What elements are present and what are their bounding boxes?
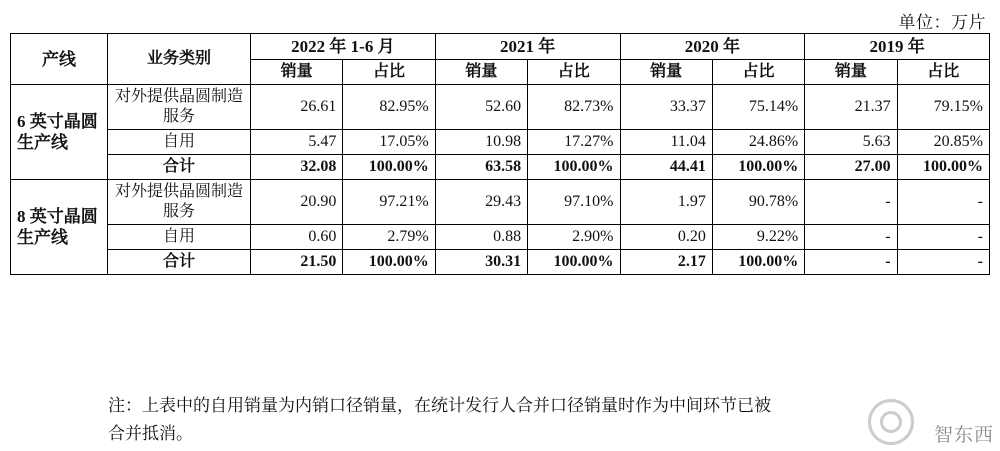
header-period-2019: 2019 年 [805, 34, 990, 60]
cell-6inch-external-2019-share: 79.15% [897, 85, 989, 130]
footnote-line-2: 合并抵消。 [108, 424, 193, 444]
cell-6inch-internal-2021-volume: 10.98 [435, 130, 527, 155]
table-row [11, 85, 990, 130]
cell-6inch-total-2021-share: 100.00% [528, 155, 620, 180]
unit-note: 单位：万片 [898, 13, 986, 32]
table-footnote [108, 392, 898, 448]
row-type-total-8inch: 合计 [108, 250, 251, 275]
header-period-2022h1: 2022 年 1-6 月 [251, 34, 436, 60]
cell-8inch-total-2019-volume: - [805, 250, 897, 275]
row-type-internal-8inch: 自用 [108, 225, 251, 250]
cell-6inch-internal-2021-share: 17.27% [528, 130, 620, 155]
cell-6inch-external-2021-volume: 52.60 [435, 85, 527, 130]
cell-6inch-internal-2019-volume: 5.63 [805, 130, 897, 155]
table-body [11, 85, 990, 275]
table-row [11, 250, 990, 275]
header-2020-volume: 销量 [620, 60, 712, 85]
row-type-external-8inch: 对外提供晶圆制造服务 [108, 180, 251, 225]
header-2021-volume: 销量 [435, 60, 527, 85]
cell-8inch-total-2021-share: 100.00% [528, 250, 620, 275]
row-type-total-6inch: 合计 [108, 155, 251, 180]
cell-8inch-external-2019-volume: - [805, 180, 897, 225]
cell-6inch-external-2020-volume: 33.37 [620, 85, 712, 130]
cell-8inch-internal-2019-volume: - [805, 225, 897, 250]
sales-volume-table [10, 33, 990, 275]
header-2020-share: 占比 [712, 60, 804, 85]
header-row-periods [11, 34, 990, 60]
cell-8inch-internal-2021-share: 2.90% [528, 225, 620, 250]
cell-6inch-internal-2020-share: 24.86% [712, 130, 804, 155]
cell-6inch-internal-2022h1-volume: 5.47 [251, 130, 343, 155]
cell-8inch-external-2022h1-share: 97.21% [343, 180, 435, 225]
header-2019-share: 占比 [897, 60, 989, 85]
cell-8inch-external-2019-share: - [897, 180, 989, 225]
cell-8inch-total-2020-share: 100.00% [712, 250, 804, 275]
footnote-line-1: 注：上表中的自用销量为内销口径销量，在统计发行人合并口径销量时作为中间环节已被 [108, 396, 771, 415]
cell-6inch-external-2021-share: 82.73% [528, 85, 620, 130]
cell-6inch-internal-2022h1-share: 17.05% [343, 130, 435, 155]
cell-8inch-external-2022h1-volume: 20.90 [251, 180, 343, 225]
header-production-line: 产线 [11, 34, 108, 85]
cell-6inch-total-2019-share: 100.00% [897, 155, 989, 180]
group-label-6inch: 6 英寸晶圆生产线 [11, 85, 108, 180]
cell-8inch-total-2019-share: - [897, 250, 989, 275]
cell-6inch-external-2019-volume: 21.37 [805, 85, 897, 130]
cell-8inch-total-2022h1-volume: 21.50 [251, 250, 343, 275]
cell-8inch-internal-2020-share: 9.22% [712, 225, 804, 250]
watermark-text: 智东西 [933, 425, 994, 446]
row-type-internal-6inch: 自用 [108, 130, 251, 155]
cell-8inch-total-2020-volume: 2.17 [620, 250, 712, 275]
header-2021-share: 占比 [528, 60, 620, 85]
cell-8inch-internal-2022h1-volume: 0.60 [251, 225, 343, 250]
header-2022h1-volume: 销量 [251, 60, 343, 85]
cell-6inch-external-2022h1-share: 82.95% [343, 85, 435, 130]
cell-6inch-external-2022h1-volume: 26.61 [251, 85, 343, 130]
cell-8inch-external-2021-volume: 29.43 [435, 180, 527, 225]
cell-8inch-external-2021-share: 97.10% [528, 180, 620, 225]
table-row [11, 130, 990, 155]
cell-6inch-external-2020-share: 75.14% [712, 85, 804, 130]
table-header [11, 34, 990, 85]
row-type-external-6inch: 对外提供晶圆制造服务 [108, 85, 251, 130]
cell-8inch-total-2021-volume: 30.31 [435, 250, 527, 275]
header-business-type: 业务类别 [108, 34, 251, 85]
cell-8inch-total-2022h1-share: 100.00% [343, 250, 435, 275]
cell-8inch-internal-2021-volume: 0.88 [435, 225, 527, 250]
cell-6inch-internal-2020-volume: 11.04 [620, 130, 712, 155]
cell-6inch-total-2022h1-share: 100.00% [343, 155, 435, 180]
watermark-logo-icon [868, 399, 914, 445]
cell-8inch-internal-2019-share: - [897, 225, 989, 250]
group-label-8inch: 8 英寸晶圆生产线 [11, 180, 108, 275]
table-row [11, 225, 990, 250]
cell-6inch-total-2022h1-volume: 32.08 [251, 155, 343, 180]
header-2022h1-share: 占比 [343, 60, 435, 85]
cell-6inch-total-2019-volume: 27.00 [805, 155, 897, 180]
cell-6inch-internal-2019-share: 20.85% [897, 130, 989, 155]
table-row [11, 180, 990, 225]
cell-8inch-external-2020-share: 90.78% [712, 180, 804, 225]
table-row [11, 155, 990, 180]
cell-6inch-total-2020-share: 100.00% [712, 155, 804, 180]
cell-8inch-internal-2022h1-share: 2.79% [343, 225, 435, 250]
header-period-2021: 2021 年 [435, 34, 620, 60]
cell-8inch-internal-2020-volume: 0.20 [620, 225, 712, 250]
cell-8inch-external-2020-volume: 1.97 [620, 180, 712, 225]
header-period-2020: 2020 年 [620, 34, 805, 60]
cell-6inch-total-2020-volume: 44.41 [620, 155, 712, 180]
header-2019-volume: 销量 [805, 60, 897, 85]
cell-6inch-total-2021-volume: 63.58 [435, 155, 527, 180]
